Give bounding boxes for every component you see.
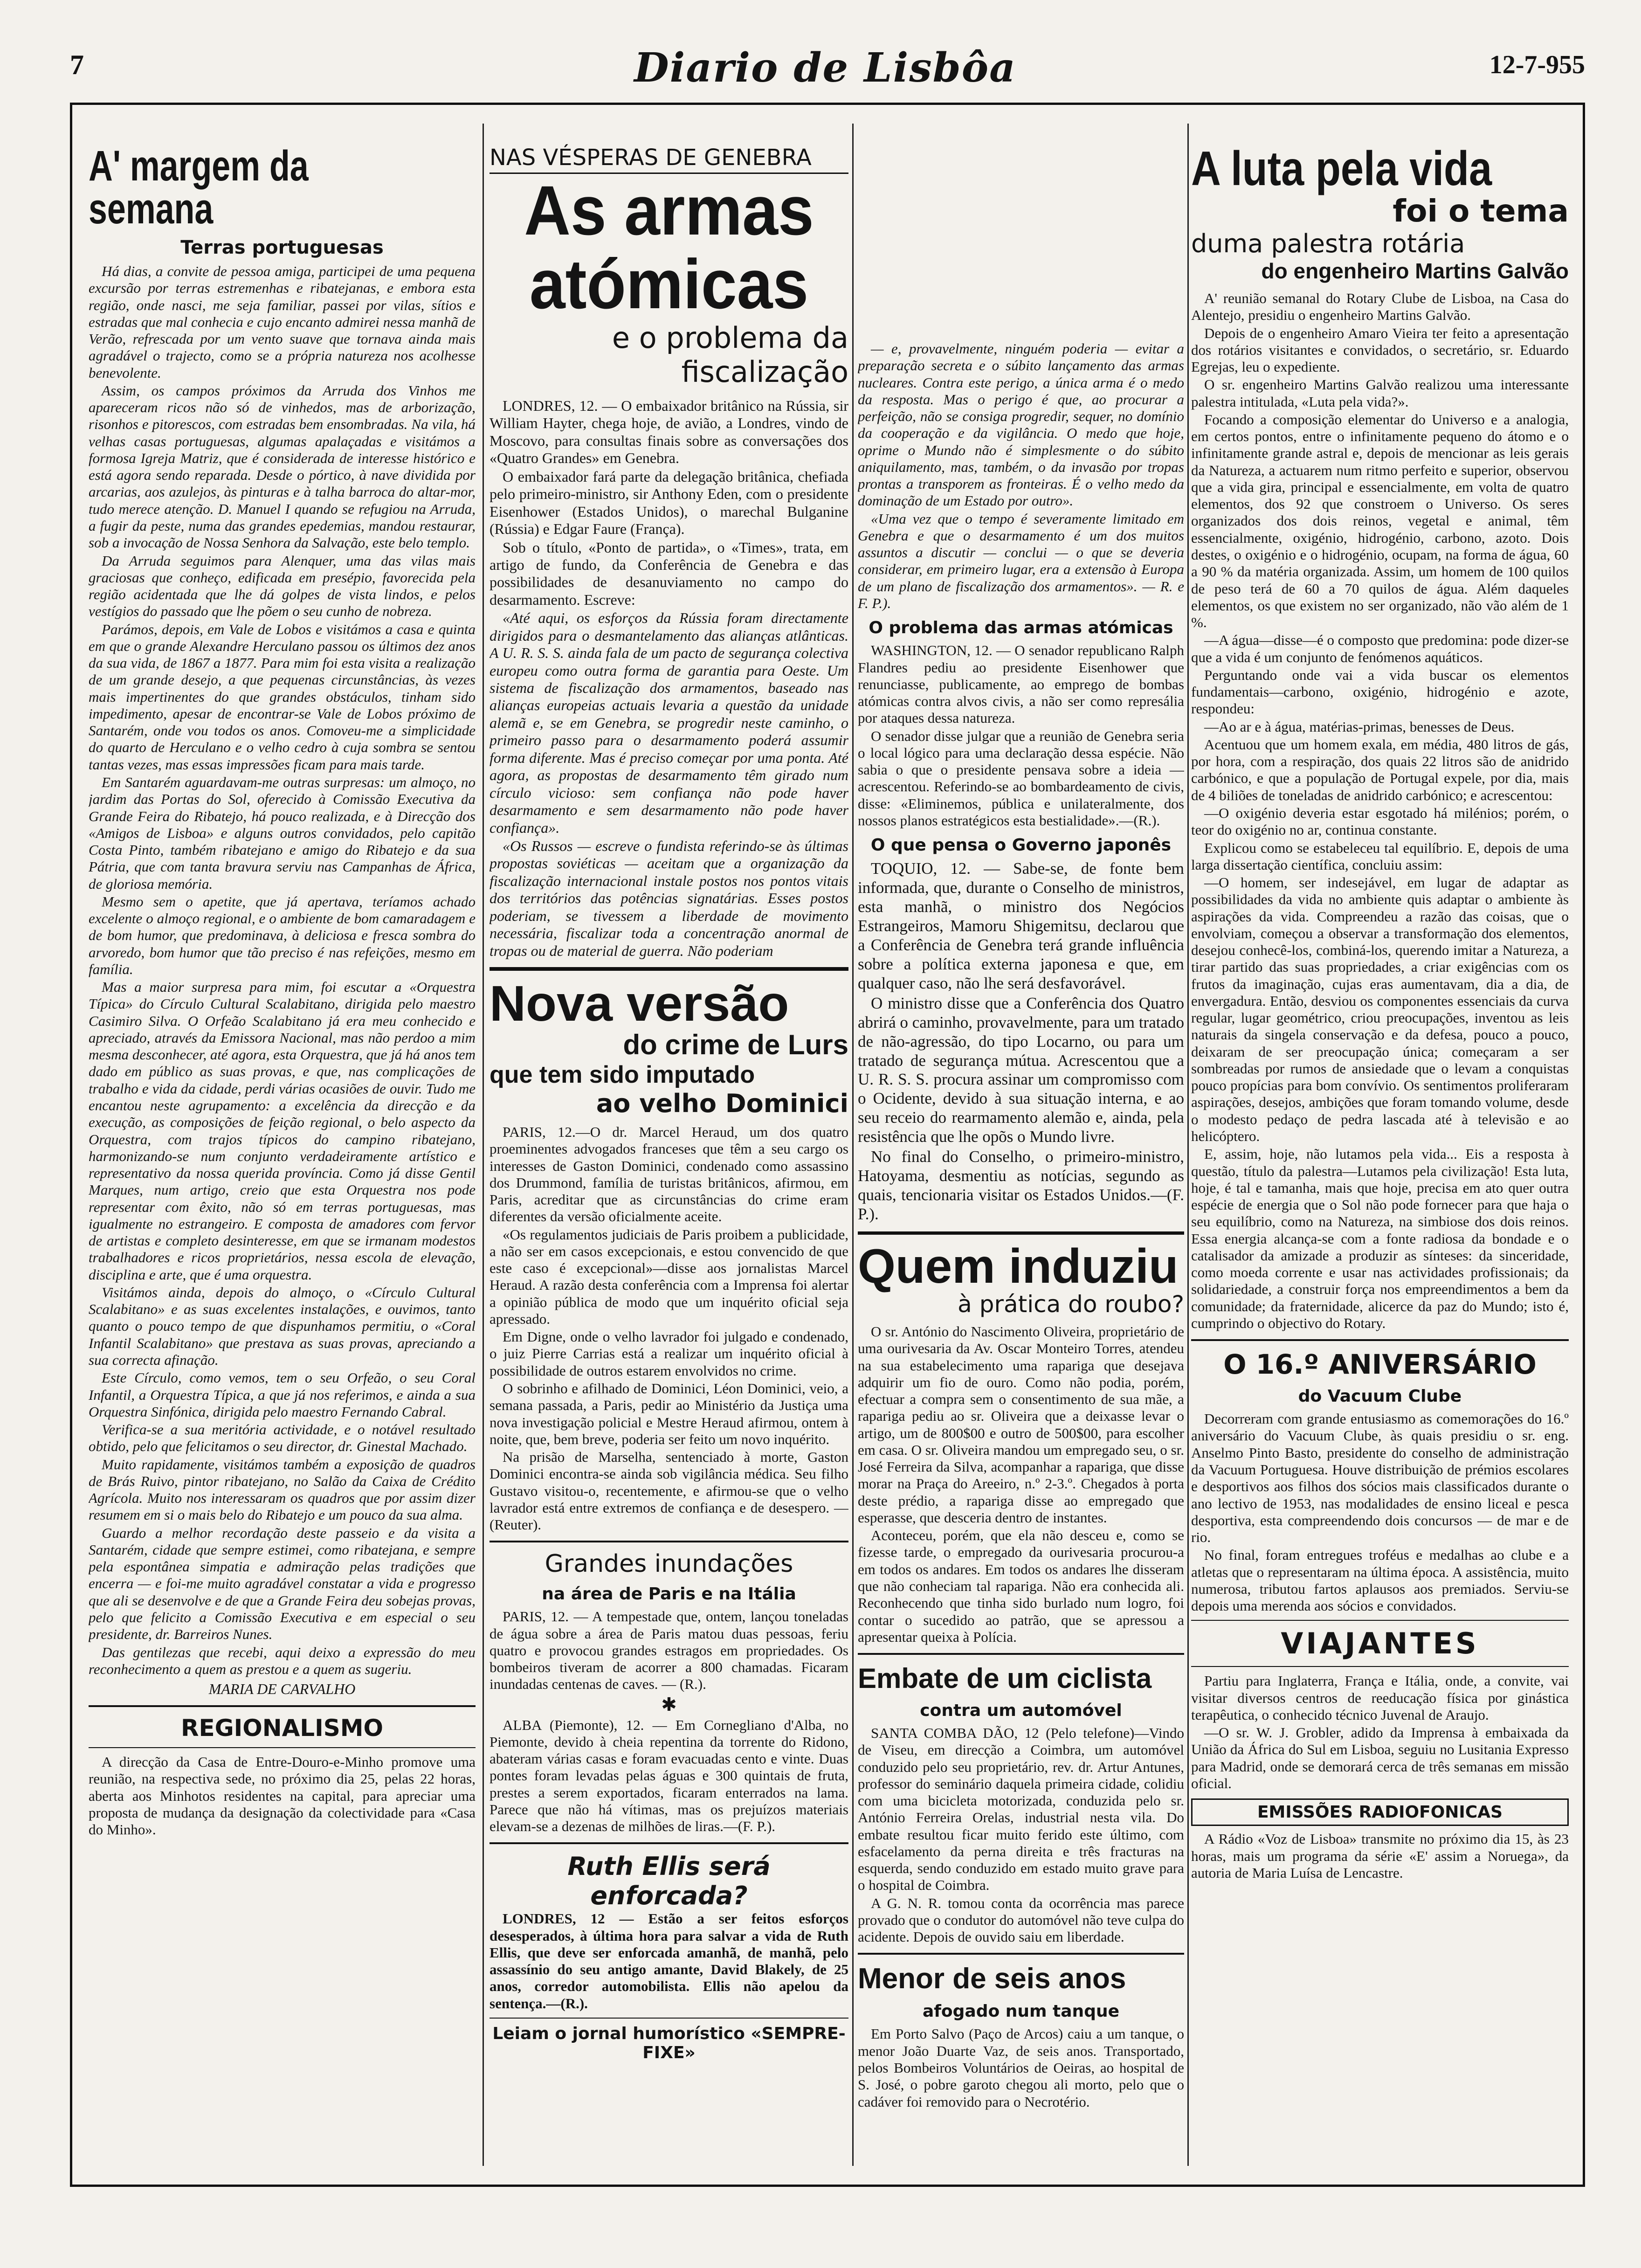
- paragraph: PARIS, 12. — A tempestade que, ontem, lançou toneladas de água sobre a área de Paris matou duas pessoas, feriu quatro e provocou grandes estragos em propriedades. Os bombeiros tiveram de acorrer a 800 chamadas. Ficaram inundadas centenas de caves. — (R.).: [490, 1608, 848, 1693]
- paragraph: Depois de o engenheiro Amaro Vieira ter feito a apresentação dos rotários visitantes e convidados, o secretário, sr. Eduardo Egrejas, leu o expediente.: [1191, 325, 1569, 375]
- paragraph: Em Digne, onde o velho lavrador foi julgado e condenado, o juiz Pierre Carrias está a realizar um inquérito oficial à possibilidade de outros estarem envolvidos no crime.: [490, 1328, 848, 1379]
- paragraph: O senador disse julgar que a reunião de Genebra seria o local lógico para uma declaração dessa espécie. Não sabia o que o presidente pensava sobre a ideia — acrescentou. Referindo-se ao bombardeamento de civis, disse: «Eliminemos, pública e unilateralmente, dos nossos planos estratégicos esta bestialidade».—(R.).: [858, 727, 1184, 829]
- embate-subtitle: contra um automóvel: [920, 1701, 1122, 1721]
- divider: [89, 1747, 476, 1748]
- viajantes-body: [1191, 1673, 1569, 1792]
- column-rule: [483, 124, 484, 2166]
- column-2: [490, 124, 848, 2166]
- column-rule: [1187, 124, 1189, 2166]
- paragraph: Partiu para Inglaterra, França e Itália, onde, a convite, vai visitar diversos centros de reeducação física por ginástica terapêutica, o conhecido técnico Juvenal de Araujo.: [1191, 1673, 1569, 1723]
- terras-subtitle: Terras portuguesas: [180, 237, 384, 258]
- divider: [490, 1842, 848, 1844]
- paragraph: Decorreram com grande entusiasmo as comemorações do 16.º aniversário do Vacuum Clube, às quais presidiu o sr. eng. Anselmo Pinto Basto, presidente do conselho de administração da Vacuum Portuguesa. Houve distribuição de prémios escolares e desportivos aos filhos dos sócios mais classificados durante o ano lectivo de 1953, nas modalidades de ensino liceal e pesca desportiva, esta compreendendo dois concursos — de mar e de rio.: [1191, 1411, 1569, 1546]
- margem-semana-title: A' margem da semana: [89, 142, 309, 233]
- masthead: [70, 44, 1585, 100]
- divider: [490, 967, 848, 971]
- paragraph: — e, provavelmente, ninguém poderia — evitar a preparação secreta e o súbito lançamento das armas nucleares. Contra este perigo, a única arma é o medo da resposta. Mas o perigo é que, ao procurar a perfeição, não se consiga progredir, sequer, no domínio da cooperação e da vigilância. O medo que hoje, oprime o Mundo não é simplesmente o do súbito aniquilamento, mas, também, o da invasão por tropas prontas a transporem as fronteiras. É o velho medo da dominação de um Estado por outro».: [858, 340, 1184, 509]
- paragraph: —Ao ar e à água, matérias-primas, benesses de Deus.: [1204, 718, 1515, 735]
- atomic-continuation: [858, 340, 1184, 612]
- ruth-ellis-title: Ruth Ellis será enforcada?: [567, 1852, 771, 1911]
- margem-semana-body: [89, 263, 476, 1678]
- paragraph: Da Arruda seguimos para Alenquer, uma das vilas mais graciosas que conheço, edificada em presépio, favorecida pela região acidentada que lhe dá golpes de vista lindos, e pelos vestígios do passado que lhe põem o seu cunho de nobreza.: [89, 552, 476, 620]
- paragraph: O sr. António do Nascimento Oliveira, proprietário de uma ourivesaria da Av. Oscar Monteiro Torres, atendeu na sua estabelecimento uma rapariga que desejava adquirir um fio de ouro. Como não podia, porém, efectuar a compra sem o consentimento de sua mãe, a rapariga pediu ao sr. Oliveira que a deixasse levar o artigo, um de 800$00 e outro de 500$00, para escolher em casa. O sr. Oliveira mandou um empregado seu, o sr. José Ferreira da Silva, acompanhar a rapariga, que disse morar na Praça do Areeiro, n.º 2-3.º. Chegados à porta deste prédio, a rapariga disse ao empregado que esperasse, que desceria dentro de instantes.: [858, 1323, 1184, 1526]
- divider: [858, 1953, 1184, 1955]
- paragraph: Mesmo sem o apetite, que já apertava, teríamos achado excelente o almoço regional, e o ambiente de bom camaradagem e de bom humor, que predominava, à deliciosa e fresca sombra do arvoredo, bom humor que tão preciso é nas refeições, mesmo em família.: [89, 893, 476, 977]
- luta-title-3: duma palestra rotária: [1191, 229, 1465, 258]
- paragraph: A G. N. R. tomou conta da ocorrência mas parece provado que o condutor do automóvel não teve culpa do acidente. Depois de ouvido saiu em liberdade.: [858, 1895, 1184, 1945]
- column-3: [858, 124, 1184, 2166]
- paragraph: Este Círculo, como vemos, tem o seu Orfeão, o seu Coral Infantil, a Orquestra Típica, a que já nos referimos, e ainda a sua Orquestra Sinfónica, dirigida pelo maestro Fernando Cabral.: [89, 1369, 476, 1420]
- inundacoes-title: Grandes inundações: [545, 1550, 793, 1578]
- paragraph: WASHINGTON, 12. — O senador republicano Ralph Flandres pediu ao presidente Eisenhower que renunciasse, publicamente, ao emprego de bombas atómicas contra alvos civis, a não ser como represália por ataques dessa natureza.: [858, 642, 1184, 726]
- luta-title-2: foi o tema: [1393, 193, 1569, 229]
- sempre-fixe-ad: Leiam o jornal humorístico «SEMPRE-FIXE»: [492, 2024, 846, 2062]
- vacuum-title: O 16.º ANIVERSÁRIO: [1223, 1348, 1537, 1381]
- divider: [490, 1541, 848, 1542]
- nova-versao-body: [490, 1124, 848, 1533]
- paragraph: A direcção da Casa de Entre-Douro-e-Minho promove uma reunião, na respectiva sede, no próximo dia 25, pelas 22 horas, aberta aos Minhotos residentes na capital, para apreciar uma proposta de mudança da designação da colectividade para «Casa do Minho».: [89, 1754, 476, 1838]
- paragraph: Perguntando onde vai a vida buscar os elementos fundamentais—carbono, oxigénio, hidrogénio e azote, respondeu:: [1191, 666, 1569, 717]
- atomic-body: [490, 397, 848, 960]
- kicker: NAS VÉSPERAS DE GENEBRA: [490, 145, 848, 174]
- nova-versao-title: Nova versão: [490, 975, 789, 1031]
- paragraph: Há dias, a convite de pessoa amiga, participei de uma pequena excursão por terras estremenhas e ribatejanas, e embora esta região, onde nasci, me seja familiar, passei por vilas, sítios e estradas que mal conhecia e cujo encanto admirei nessa manhã de Verão, refrescada por um vento suave que tornava ainda mais agradável o trajecto, como se a própria natureza nos acolhesse benevolente.: [89, 263, 476, 381]
- issue-date: 12-7-955: [1489, 50, 1585, 79]
- divider: [1191, 1339, 1569, 1341]
- atomic-subhead: e o problema da fiscalização: [612, 321, 848, 389]
- vacuum-subtitle: do Vacuum Clube: [1298, 1387, 1462, 1406]
- divider: [1191, 1666, 1569, 1667]
- paragraph: E, assim, hoje, não lutamos pela vida... Eis a resposta à questão, título da palestra—Lutamos pela civilização! Esta luta, hoje, é tal e tamanha, mais que hoje, precisa em ato quer outra espécie de energia que o Sol não pode fornecer para que haja o seu equilíbrio, como na Natureza, na simbiose dos dois reinos. Essa energia alcança-se com a fonte radiosa da bondade e o catalisador da amizade a produzir as sínteses: da sinceridade, como moeda corrente e usar nas actividades profissionais; da solidariedade, a construir força nos empreendimentos a bem da comunidade; da fraternidade, alicerce da paz do Mundo; isto é, cumprindo o objectivo do Rotary.: [1191, 1146, 1569, 1331]
- embate-body: [858, 1725, 1184, 1945]
- paragraph: Guardo a melhor recordação deste passeio e da visita a Santarém, cidade que sempre estimei, como ribatejana, e sempre pela espontânea simpatia e admiração pelas tradições que encerra — e foi-me muito agradável constatar a vida e progresso que ali se desenvolve e de que a Grande Feira deu sobejas provas, pelo que felicito a Comissão Executiva e em especial o seu presidente, dr. Barreiros Nunes.: [89, 1524, 476, 1643]
- paragraph: —O sr. W. J. Grobler, adido da Imprensa à embaixada da União da África do Sul em Lisboa, seguiu no Lusitania Expresso para Madrid, onde se demorará cerca de três semanas em missão oficial.: [1191, 1724, 1569, 1791]
- menor-title: Menor de seis anos: [858, 1963, 1126, 1995]
- japao-body: [858, 859, 1184, 1224]
- paragraph: Parámos, depois, em Vale de Lobos e visitámos a casa e quinta em que o grande Alexandre Herculano passou os últimos dez anos da sua vida, de 1867 a 1877. Para mim foi esta visita a realização de um grande desejo, a que pequenas circunstâncias, às vezes mais impertinentes do que grandes obstáculos, tinham sido impedimento, apesar de encontrar-se Vale de Lobos próximo de Santarém, onde vou todos os anos. Comoveu-me a simplicidade do quarto de Herculano e o velho cedro à cuja sombra se sentou tantas vezes, mas essas impressões ficam para mais tarde.: [89, 621, 476, 773]
- regionalismo-title: REGIONALISMO: [180, 1715, 384, 1742]
- column-rule: [852, 124, 854, 2166]
- paragraph: Assim, os campos próximos da Arruda dos Vinhos me apareceram ricos não só de vinhedos, mas de arborização, risonhos e pitorescos, com estradas bem ensombradas. Na vila, há velhas casas portuguesas, algumas apalaçadas e visitámos a formosa Igreja Matriz, que é considerada de interesse histórico e está agora sendo reparada. Desde o pórtico, à nave dividida por arcarias, aos azulejos, às pinturas e à talha barroca do altar-mor, tudo merece atenção. D. Manuel I quando se refugiou na Arruda, a fugir da peste, numa das grandes epedemias, mandou restaurar, sob a invocação de Nossa Senhora da Salvação, este belo templo.: [89, 382, 476, 551]
- paragraph: —O homem, ser indesejável, em lugar de adaptar as possibilidades da vida no ambiente quis adaptar o ambiente às aspirações da vida. Compreendeu a razão das coisas, que o envolviam, começou a observar a transformação dos elementos, desejou conhecê-los, combiná-los, querendo imitar a Natureza, a tirar partido das suas propriedades, a criar exigências com os frutos da imaginação, cujas eras aumentavam, dia a dia, de envergadura. Então, desviou os componentes essenciais da curva regular, lugar geométrico, criou preocupações, inventou as leis naturais da singela conservação e da defesa, pouco a pouco, deixaram de ser preocupação única; começaram a ser sombreadas por rumos de ansiedade que o levam a conquistas pouco propícias para bom convívio. Os sentimentos proliferaram aspirações, desejos, ambições que foram tomando volume, desde o modesto pedaço de pedra lascada até à televisão e ao helicóptero.: [1191, 874, 1569, 1145]
- paragraph: LONDRES, 12. — O embaixador britânico na Rússia, sir William Hayter, chega hoje, de avião, a Londres, vindo de Moscovo, para consultas finais sobre as conversações dos «Quatro Grandes» em Genebra.: [490, 397, 848, 467]
- inundacoes-body: [490, 1608, 848, 1835]
- paragraph: Na prisão de Marselha, sentenciado à morte, Gaston Dominici encontra-se ainda sob vigilância médica. Seu filho Gustavo visitou-o, recentemente, e afirmou-se que o velho lavrador está entre extremos de confiança e de desespero. —(Reuter).: [490, 1449, 848, 1533]
- paragraph: Em Porto Salvo (Paço de Arcos) caiu a um tanque, o menor João Duarte Vaz, de seis anos. Transportado, pelos Bombeiros Voluntários de Oeiras, ao hospital de S. José, o pobre garoto chegou ali morto, pelo que o cadáver foi removido para o Necrotério.: [858, 2026, 1184, 2110]
- quem-induziu-subtitle: à prática do roubo?: [958, 1290, 1184, 1318]
- divider: [858, 1231, 1184, 1235]
- luta-title: A luta pela vida: [1191, 142, 1492, 196]
- paragraph: SANTA COMBA DÃO, 12 (Pelo telefone)—Vindo de Viseu, em direcção a Coimbra, um automóvel conduzido pelo seu proprietário, rev. dr. Artur Antunes, professor do seminário daquela primeira cidade, colidiu com uma bicicleta motorizada, conduzida pelo sr. António Ferreira Orelas, industrial nesta vila. Do embate resultou ficar muito ferido este último, com esfacelamento da perna direita e três fracturas na esquerda, sendo conduzido em estado muito grave para o hospital de Coimbra.: [858, 1725, 1184, 1894]
- paragraph: Mas a maior surpresa para mim, foi escutar a «Orquestra Típica» do Círculo Cultural Scalabitano, dirigida pelo maestro Casimiro Silva. O Orfeão Scalabitano já era meu conhecido e apreciado, através da Emissora Nacional, mas não perdoo a mim mesma desconhecer, até agora, esta Orquestra, que já há anos tem dado em público as suas provas, e que, nas complicações de trabalho e vida da cidade, perdi várias ocasiões de ouvir. Tudo me encantou neste agrupamento: a excelência da direcção e da execução, as composições de feição regional, o belo aspecto da Orquestra, com trajos típicos do campino ribatejano, harmonizando-se num conjunto verdadeiramente artístico e representativo da nossa querida província. Como já disse Gentil Marques, num artigo, creio que esta Orquestra nos pode representar com êxito, não só em terras portuguesas, mas igualmente no estrangeiro. E composta de amadores com fervor de artistas e completo desinteresse, em que se irmanam modestos trabalhadores e ricos proprietários, nessa escola de elevação, disciplina e arte, que é uma orquestra.: [89, 979, 476, 1283]
- paragraph: Focando a composição elementar do Universo e a analogia, em certos pontos, entre o infinitamente pequeno do átomo e o infinitamente grande astral e, depois de mencionar as leis gerais da Natureza, a actuarem num ritmo perfeito e superior, observou que a vida gira, principal e essencialmente, em volta de quatro elementos, dos 92 que constroem o Universo. Os seres organizados dos dois reinos, vegetal e animal, têm essencialmente, oxigénio, hidrogénio, carbono, azoto. Dois destes, o oxigénio e o hidrogénio, ocupam, na forma de água, 60 a 90 % da matéria organizada. Assim, um homem de 100 quilos de peso terá de 60 a 70 quilos de água. Além daqueles elementos, os que existem no ser organizado, não vão além de 1 %.: [1191, 411, 1569, 631]
- column-4: [1191, 124, 1569, 2166]
- column-1: [89, 124, 476, 2166]
- menor-body: [858, 2026, 1184, 2110]
- paragraph: «Até aqui, os esforços da Rússia foram directamente dirigidos para o desmantelamento das alianças atlânticas. A U. R. S. S. ainda fala de um pacto de segurança colectiva europeu como outra forma de garantia para Oeste. Um sistema de fiscalização dos armamentos, baseado nas alianças europeias actuais levaria a questão da unidade alemã e, se em Genebra, se progredir neste caminho, o primeiro passo para o desarmamento poderá assumir forma diferente. Mas é preciso começar por uma ponta. Até agora, as propostas de desarmamento têm girado num círculo vicioso: sem confiança não pode haver desarmamento e sem desarmamento não pode haver confiança».: [490, 609, 848, 836]
- atomic-headline: As armas atómicas: [524, 171, 814, 323]
- paragraph: Acentuou que um homem exala, em média, 480 litros de gás, por hora, com a respiração, dos quais 22 litros são de anidrido carbónico, e que a população de Portugal expele, por dia, mais de 4 biliões de toneladas de anidrido carbónico; e acrescentou:: [1191, 736, 1569, 803]
- japao-title: O que pensa o Governo japonês: [870, 836, 1172, 855]
- emissoes-body: [1191, 1831, 1569, 1881]
- nova-versao-sub1: do crime de Lurs: [623, 1029, 848, 1060]
- menor-subtitle: afogado num tanque: [922, 2002, 1120, 2021]
- luta-title-4: do engenheiro Martins Galvão: [1261, 259, 1569, 283]
- article-signature: MARIA DE CARVALHO: [208, 1680, 356, 1698]
- paragraph: No final do Conselho, o primeiro-ministro, Hatoyama, desmentiu as notícias, segundo as quais, tencionaria visitar os Estados Unidos.—(F. P.).: [858, 1148, 1184, 1224]
- paragraph: Das gentilezas que recebi, aqui deixo a expressão do meu reconhecimento a quem as prestou e a quem as sugeriu.: [89, 1644, 476, 1677]
- problema-body: [858, 642, 1184, 829]
- paragraph: —O oxigénio deveria estar esgotado há milénios; porém, o teor do oxigénio no ar, continua constante.: [1191, 804, 1569, 838]
- regionalismo-body: [89, 1754, 476, 1838]
- paragraph: —A água—disse—é o composto que predomina: pode dizer-se que a vida é um conjunto de fenómenos aquáticos.: [1191, 632, 1569, 665]
- paragraph: Em Santarém aguardavam-me outras surpresas: um almoço, no jardim das Portas do Sol, oferecido à Comissão Executiva da Grande Feira do Ribatejo, há pouco realizada, e à Direcção dos «Amigos de Lisboa» e alguns outros convidados, pelo capitão Costa Pinto, também ribatejano e amigo do Ribatejo e da sua Pátria, que com tanta bravura serviu nas Campanhas de África, de gloriosa memória.: [89, 774, 476, 892]
- paragraph: O sr. engenheiro Martins Galvão realizou uma interessante palestra intitulada, «Luta pela vida?».: [1191, 376, 1569, 410]
- paragraph: O sobrinho e afilhado de Dominici, Léon Dominici, veio, a semana passada, a Paris, pedir ao Ministério da Justiça uma nova investigação policial e Mestre Heraud afirmou, ontem à noite, que, bem breve, poderia ser feito um novo inquérito.: [490, 1380, 848, 1447]
- inundacoes-subtitle: na área de Paris e na Itália: [542, 1584, 796, 1604]
- newspaper-title: Diario de Lisbôa: [634, 44, 1016, 91]
- quem-induziu-title: Quem induziu: [858, 1239, 1179, 1293]
- paragraph: Sob o título, «Ponto de partida», o «Times», trata, em artigo de fundo, da Conferência de Genebra e das possibilidades de desanuviamento no campo do desarmamento. Escreve:: [490, 539, 848, 608]
- viajantes-title: VIAJANTES: [1281, 1626, 1479, 1661]
- paragraph: Visitámos ainda, depois do almoço, o «Círculo Cultural Scalabitano» e as suas excelentes instalações, e ouvimos, tanto quanto o pouco tempo de que dispunhamos permitiu, o «Coral Infantil Scalabitano» que prestava as suas provas, apreciando a sua correcta afinação.: [89, 1284, 476, 1368]
- divider: [89, 1705, 476, 1707]
- divider: [858, 1653, 1184, 1655]
- paragraph: O ministro disse que a Conferência dos Quatro abrirá o caminho, provavelmente, para um tratado de não-agressão, do tipo Locarno, ou para um tratado de segurança mútua. Acrescentou que a U. R. S. S. procura assinar um compromisso com o Ocidente, devido à sua situação interna, e ao seu receio do rearmamento alemão e, ainda, pela resistência que lhe opõs o Mundo livre.: [858, 994, 1184, 1146]
- page-number: 7: [70, 49, 84, 80]
- paragraph: A Rádio «Voz de Lisboa» transmite no próximo dia 15, às 23 horas, mais um programa da série «E' assim a Noruega», da autoria de Maria Luísa de Lencastre.: [1191, 1831, 1569, 1881]
- nova-versao-sub2: que tem sido imputado: [490, 1061, 755, 1088]
- paragraph: «Uma vez que o tempo é severamente limitado em Genebra e que o desarmamento é um dos muitos assuntos a discutir — conclui — o que se deveria considerar, em primeiro lugar, era a extensão à Europa de um plano de fiscalização dos armamentos». — R. e F. P.).: [858, 510, 1184, 611]
- problema-title: O problema das armas atómicas: [869, 618, 1173, 638]
- paragraph: No final, foram entregues troféus e medalhas ao clube e a atletas que o representaram na última época. A assistência, muito numerosa, tributou fartos aplausos aos premiados. Serviu-se depois uma merenda aos sócios e convidados.: [1191, 1547, 1569, 1614]
- paragraph: LONDRES, 12 — Estão a ser feitos esforços desesperados, à última hora para salvar a vida de Ruth Ellis, que deve ser enforcada amanhã, de manhã, pelo assassínio do seu antigo amante, David Blakely, de 25 anos, corredor automobilista. Ellis não apelou da sentença.—(R.).: [490, 1910, 848, 2012]
- nova-versao-sub3: ao velho Dominici: [596, 1089, 848, 1118]
- page-frame: [70, 103, 1585, 2187]
- vacuum-body: [1191, 1411, 1569, 1614]
- paragraph: Aconteceu, porém, que ela não desceu e, como se fizesse tarde, o empregado da ourivesaria procurou-a em todos os andares. Em todos os andares lhe disseram que não conheciam tal rapariga. Não era conhecida ali. Reconhecendo que tinha sido burlado num logro, foi contar o sucedido ao patrão, que se apressou a apresentar queixa à Polícia.: [858, 1527, 1184, 1645]
- quem-induziu-body: [858, 1323, 1184, 1646]
- star-separator: ✱: [661, 1694, 677, 1715]
- paragraph: ALBA (Piemonte), 12. — Em Corneglianо d'Alba, no Piemonte, devido à cheia repentina da torrente do Ridono, abateram várias casas e foram evacuadas cento e vinte. Duas pontes foram levadas pelas águas e 300 quintais de fruta, prestes a serem exportados, ficaram enterrados na lama. Parece que não há vítimas, mas os prejuízos materiais elevam-se a dezenas de milhões de liras.—(F. P.).: [490, 1716, 848, 1835]
- divider: [490, 2018, 848, 2019]
- paragraph: «Os Russos — escreve o fundista referindo-se às últimas propostas soviéticas — aceitam que a organização da fiscalização internacional instale postos nos pontos vitais dos territórios das potências signatárias. Esses postos poderiam, se tivessem a liberdade de movimento necessária, fiscalizar toda a concentração anormal de tropas ou de material de guerra. Não poderiam: [490, 837, 848, 959]
- paragraph: Muito rapidamente, visitámos também a exposição de quadros de Brás Ruivo, pintor ribatejano, no Salão da Caixa de Crédito Agrícola. Muito nos interessaram os quadros que por assim dizer resumem em si o mais belo do Ribatejo e um pouco da sua alma.: [89, 1456, 476, 1523]
- paragraph: Verifica-se a sua meritória actividade, e o notável resultado obtido, pelo que felicitamos o seu director, dr. Ginestal Machado.: [89, 1421, 476, 1455]
- ruth-ellis-body: [490, 1910, 848, 2012]
- paragraph: A' reunião semanal do Rotary Clube de Lisboa, na Casa do Alentejo, presidiu o engenheiro Martins Galvão.: [1191, 290, 1569, 324]
- emissoes-title: EMISSÕES RADIOFONICAS: [1191, 1798, 1569, 1826]
- paragraph: O embaixador fará parte da delegação britânica, chefiada pelo primeiro-ministro, sir Anthony Eden, com o presidente Eisenhower (Estados Unidos), o marechal Bulganine (Rússia) e Edgar Faure (França).: [490, 468, 848, 538]
- divider: [1191, 1620, 1569, 1621]
- paragraph: «Os regulamentos judiciais de Paris proibem a publicidade, a não ser em casos excepcionais, e estou convencido de que este caso é excepcional»—disse aos jornalistas Marcel Heraud. A razão desta conferência com a Imprensa foi alertar a opinião pública de modo que um inquérito oficial seja apressado.: [490, 1226, 848, 1327]
- embate-title: Embate de um ciclista: [858, 1663, 1152, 1694]
- luta-body: [1191, 290, 1569, 1332]
- paragraph: Explicou como se estabeleceu tal equilíbrio. E, depois de uma larga dissertação científica, concluiu assim:: [1191, 839, 1569, 873]
- paragraph: TOQUIO, 12. — Sabe-se, de fonte bem informada, que, durante o Conselho de ministros, esta manhã, o ministro dos Negócios Estrangeiros, Mamoru Shigemitsu, declarou que a Conferência de Genebra terá grande influência sobre a política externa japonesa e que, em qualquer caso, não lhe será desfavorável.: [858, 859, 1184, 992]
- paragraph: PARIS, 12.—O dr. Marcel Heraud, um dos quatro proeminentes advogados franceses que têm a seu cargo os interesses de Gaston Dominici, condenado como assassino dos Drummond, família de turistas britânicos, afirmou, em Paris, acreditar que as circunstâncias do crime eram diferentes da versão oficialmente aceite.: [490, 1124, 848, 1225]
